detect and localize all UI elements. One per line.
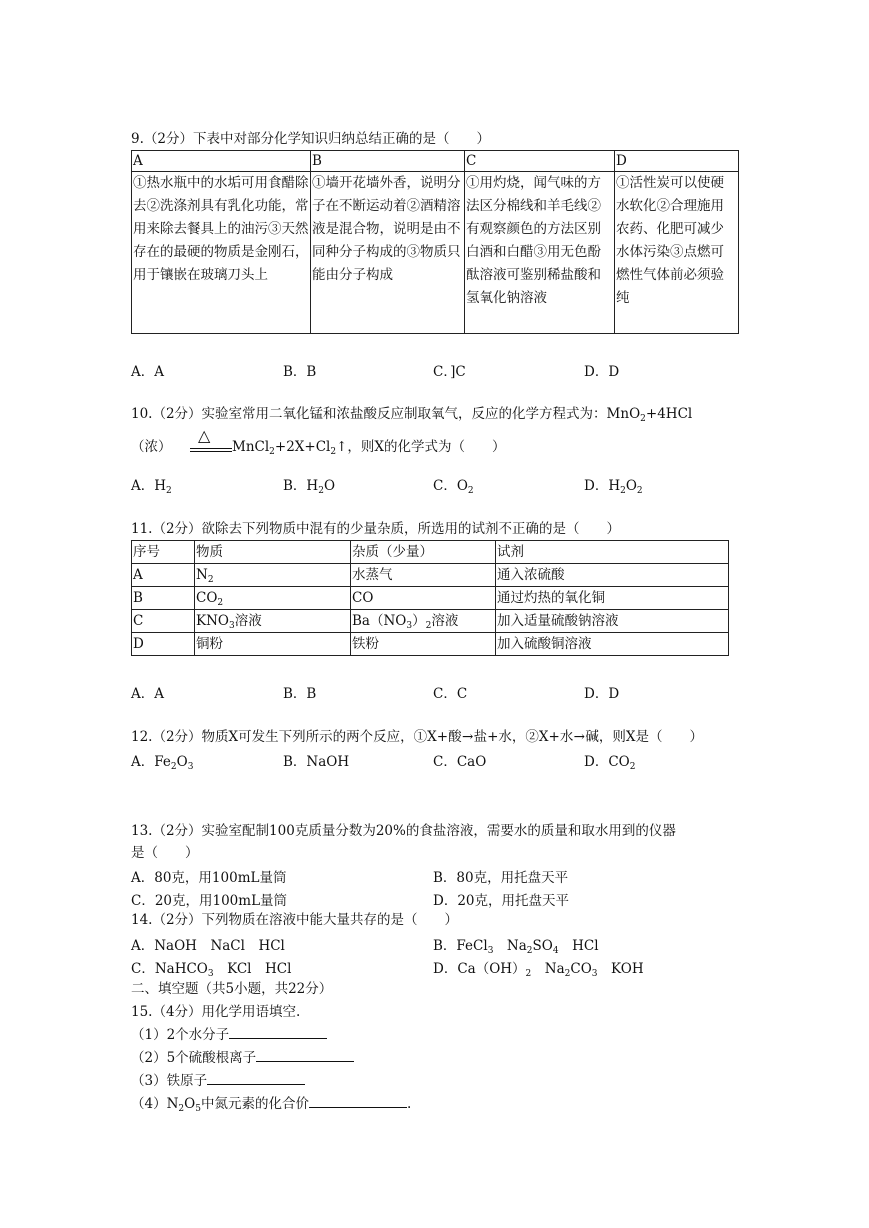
table-cell: C	[132, 610, 195, 633]
q14-option-c	[131, 957, 291, 977]
table-cell: B	[132, 587, 195, 610]
header-cell: B	[311, 151, 465, 172]
table-row	[132, 633, 729, 656]
reaction-condition-symbol	[190, 428, 238, 452]
answer-blank[interactable]	[309, 1093, 407, 1108]
subscript: 2	[525, 969, 532, 979]
table-cell: 铁粉	[351, 633, 496, 656]
subscript: 2	[526, 946, 533, 956]
q10-option-c	[433, 474, 474, 494]
header-cell: 试剂	[496, 541, 729, 564]
q12-option-a	[131, 750, 193, 770]
item-text: （1）2个水分子	[131, 1027, 230, 1043]
subscript: 2	[629, 762, 636, 772]
subscript: 3	[487, 946, 494, 956]
item-text: O	[184, 1096, 196, 1112]
option-text: D．H	[584, 478, 621, 494]
subscript: 3	[591, 969, 598, 979]
subscript: 2	[564, 969, 571, 979]
q12-title	[131, 726, 703, 748]
table-cell	[195, 610, 351, 633]
option-text: Na	[493, 938, 527, 954]
option-text: O	[323, 478, 336, 494]
table-header-row	[132, 151, 739, 172]
option-text: B．H	[283, 478, 319, 494]
q11-title: 11.（2分）欲除去下列物质中混有的少量杂质，所选用的试剂不正确的是（ ）	[131, 521, 621, 537]
subscript: 4	[552, 946, 559, 956]
cell-text: 溶液	[234, 613, 262, 629]
q13-line1: 13.（2分）实验室配制100克质量分数为20%的食盐溶液，需要水的质量和取水用到的仪器	[131, 823, 676, 839]
q10-option-a	[131, 474, 172, 494]
header-cell: A	[132, 151, 311, 172]
subscript: 3	[207, 969, 214, 979]
eq-part: +2X+Cl	[274, 439, 331, 455]
header-cell: D	[615, 151, 739, 172]
table-cell: 加入硫酸铜溶液	[496, 633, 729, 656]
option-text: KCl HCl	[213, 961, 292, 977]
q14-option-a: A．NaOH NaCl HCl	[131, 938, 285, 954]
option-text: CO	[570, 961, 592, 977]
table-cell: 铜粉	[195, 633, 351, 656]
subscript: 3	[187, 762, 194, 772]
subscript: 2	[166, 486, 172, 496]
eq-part: ↑，则X的化学式为（ ）	[336, 439, 506, 455]
option-text: HCl	[558, 938, 599, 954]
q10-line2-equation	[232, 436, 506, 458]
option-text: Na	[531, 961, 565, 977]
subscript: 2	[636, 486, 643, 496]
q10-line2-start: （浓）	[131, 439, 172, 455]
option-text: C．O	[433, 478, 468, 494]
subscript: 2	[620, 486, 626, 496]
answer-blank[interactable]	[207, 1070, 305, 1085]
option-text: D．Ca（OH）	[433, 961, 526, 977]
q9-title: 9.（2分）下表中对部分化学知识归纳总结正确的是（ ）	[131, 131, 490, 147]
cell-text: 溶液	[431, 613, 459, 629]
table-row	[132, 172, 739, 334]
q13-option-a: A．80克，用100mL量筒	[131, 870, 287, 886]
table-cell: A	[132, 564, 195, 587]
q9-option-a: A．A	[131, 364, 164, 380]
section-heading: 二、填空题（共5小题，共22分）	[131, 981, 333, 997]
subscript: 2	[318, 486, 324, 496]
subscript: 2	[330, 447, 337, 457]
table-cell	[351, 610, 496, 633]
table-cell: 通入浓硫酸	[496, 564, 729, 587]
subscript: 2	[425, 621, 432, 631]
q12-option-c: C．CaO	[433, 754, 487, 770]
q11-option-a: A．A	[131, 686, 164, 702]
q15-title: 15.（4分）用化学用语填空.	[131, 1004, 301, 1020]
q12-option-d	[584, 750, 635, 770]
answer-blank[interactable]	[256, 1047, 354, 1062]
q15-item-3	[131, 1070, 305, 1092]
q10-text-end: +4HCl	[645, 406, 693, 422]
subscript: 2	[170, 762, 177, 772]
table-cell	[195, 587, 351, 610]
q13-line2: 是（ ）	[131, 845, 199, 861]
q13-option-d: D．20克，用托盘天平	[433, 893, 570, 909]
cell-text: CO	[196, 590, 218, 606]
header-cell: 杂质（少量）	[351, 541, 496, 564]
q15-item-4	[131, 1093, 411, 1115]
q9-table	[131, 150, 739, 334]
q13-option-c: C．20克，用100mL量筒	[131, 893, 288, 909]
table-cell: ①墙开花墙外香，说明分子在不断运动着②酒精溶液是混合物，说明是由不同种分子构成的③物质只能由分子构成	[311, 172, 465, 334]
q11-table	[131, 540, 729, 656]
q10-text: 10.（2分）实验室常用二氧化锰和浓盐酸反应制取氧气，反应的化学方程式为：MnO	[131, 406, 641, 422]
subscript: 2	[269, 447, 275, 457]
table-cell: 通过灼热的氧化铜	[496, 587, 729, 610]
q14-option-b	[433, 934, 599, 954]
arrow-icon: →	[461, 729, 474, 745]
option-text: C．NaHCO	[131, 961, 208, 977]
q9-option-d: D．D	[584, 364, 620, 380]
cell-text: ）	[412, 613, 426, 629]
q10-option-d	[584, 474, 643, 494]
option-text: KOH	[597, 961, 644, 977]
item-text: 中氮元素的化合价	[200, 1096, 309, 1112]
q11-option-d: D．D	[584, 686, 620, 702]
subscript: 3	[228, 621, 235, 631]
header-cell: 物质	[195, 541, 351, 564]
table-row	[132, 564, 729, 587]
q12-option-b: B．NaOH	[283, 754, 350, 770]
option-text: B．FeCl	[433, 938, 488, 954]
cell-text: N	[196, 567, 208, 583]
table-cell: ①热水瓶中的水垢可用食醋除去②洗涤剂具有乳化功能，常用来除去餐具上的油污③天然存在的最硬的物质是金刚石，用于镶嵌在玻璃刀头上	[132, 172, 311, 334]
header-cell: 序号	[132, 541, 195, 564]
table-cell: ①用灼烧，闻气味的方法区分棉线和羊毛线②有观察颜色的方法区别白酒和白醋③用无色酚酞溶液可鉴别稀盐酸和氢氧化钠溶液	[465, 172, 615, 334]
table-cell: 水蒸气	[351, 564, 496, 587]
table-cell: CO	[351, 587, 496, 610]
q14-option-d	[433, 957, 644, 977]
option-text: O	[176, 754, 188, 770]
option-text: O	[625, 478, 637, 494]
cell-text: KNO	[196, 613, 229, 629]
q13-option-b: B．80克，用托盘天平	[433, 870, 569, 886]
q14-title: 14.（2分）下列物质在溶液中能大量共存的是（ ）	[131, 912, 459, 928]
q10-option-b	[283, 474, 335, 494]
header-cell: C	[465, 151, 615, 172]
q12-text: 盐+水，②X+水	[473, 729, 574, 745]
arrow-icon: →	[573, 729, 585, 745]
option-text: A．Fe	[131, 754, 171, 770]
q9-option-c: C．]C	[433, 364, 466, 380]
item-text: .	[406, 1096, 412, 1112]
q15-item-1	[131, 1024, 327, 1046]
q15-item-2	[131, 1047, 354, 1069]
item-text: （3）铁原子	[131, 1073, 208, 1089]
subscript: 2	[178, 1104, 185, 1114]
table-row	[132, 587, 729, 610]
q11-option-b: B．B	[283, 686, 317, 702]
option-text: SO	[532, 938, 553, 954]
subscript: 2	[217, 598, 224, 608]
item-text: （4）N	[131, 1096, 179, 1112]
subscript: 5	[195, 1104, 201, 1114]
cell-text: Ba（NO	[352, 613, 407, 629]
q9-option-b: B．B	[283, 364, 317, 380]
q10-line1	[131, 403, 692, 425]
subscript: 3	[406, 621, 413, 631]
q12-text: 碱，则X是（ ）	[585, 729, 703, 745]
table-row	[132, 610, 729, 633]
subscript: 2	[207, 575, 214, 585]
q12-text: 12.（2分）物质X可发生下列所示的两个反应，①X+酸	[131, 729, 462, 745]
table-cell	[195, 564, 351, 587]
table-header-row	[132, 541, 729, 564]
heat-delta-icon: △	[198, 426, 211, 445]
subscript: 2	[467, 486, 474, 496]
item-text: （2）5个硫酸根离子	[131, 1050, 257, 1066]
table-cell: ①活性炭可以使硬水软化②合理施用农药、化肥可减少水体污染③点燃可燃性气体前必须验纯	[615, 172, 739, 334]
table-cell: D	[132, 633, 195, 656]
table-cell: 加入适量硫酸钠溶液	[496, 610, 729, 633]
subscript: 2	[640, 414, 646, 424]
option-text: D．CO	[584, 754, 630, 770]
q11-option-c: C．C	[433, 686, 468, 702]
option-text: A．H	[131, 478, 167, 494]
eq-part: MnCl	[232, 439, 270, 455]
answer-blank[interactable]	[229, 1024, 327, 1039]
